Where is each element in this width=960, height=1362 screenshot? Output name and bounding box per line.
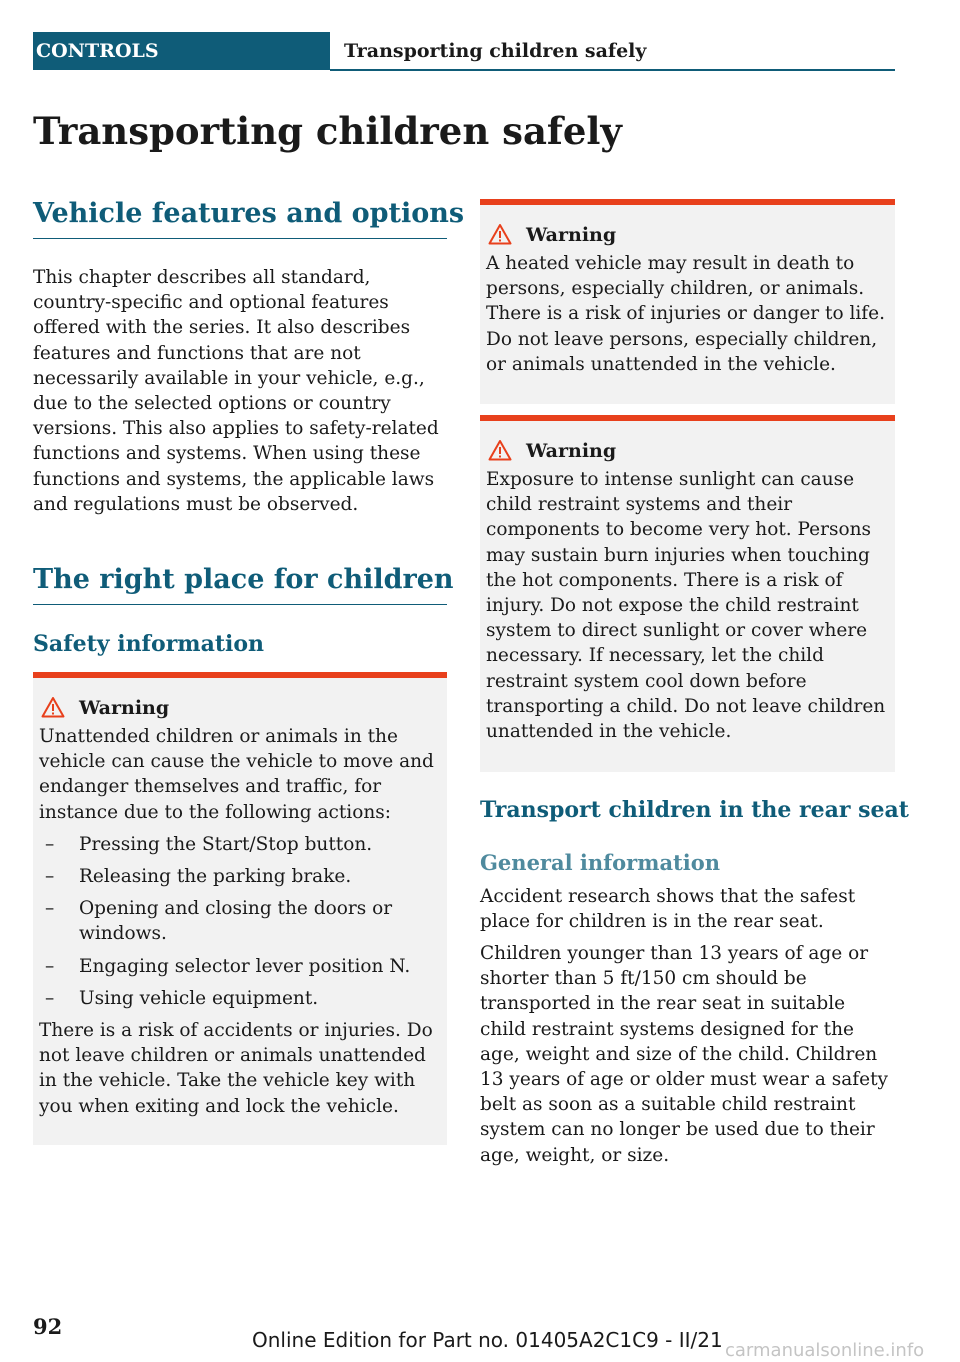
- warning-action-list: [39, 832, 447, 1011]
- page-title: Transporting children safely: [33, 109, 622, 153]
- warning-text: A heated vehicle may result in death to persons, especially children, or animals. There is a risk of injuries or danger to life. Do not leave persons, especially children, or animals unattended in the vehicle.: [486, 253, 885, 375]
- warning-header: [39, 694, 447, 724]
- general-info-para-2: Children younger than 13 years of age or shorter than 5 ft/150 cm should be transported in the rear seat in suitable child restraint systems designed for the age, weight and size of the child. Children 13 years of age or older must wear a safety belt as soon as a suitable child restraint system can no longer be used due to their age, weight, or size.: [480, 943, 888, 1166]
- page-number: 92: [33, 1314, 63, 1339]
- warning-triangle-icon: [488, 223, 512, 245]
- warning-box-heated-vehicle: [480, 199, 895, 404]
- list-item: – Releasing the parking brake.: [45, 866, 352, 888]
- warning-label: Warning: [526, 224, 617, 246]
- list-item: – Pressing the Start/Stop button.: [45, 833, 373, 855]
- warning-header: [486, 221, 895, 251]
- warning-text: Exposure to intense sunlight can cause child restraint systems and their components to become very hot. Persons may sustain burn injuries when touching the hot components. There is a risk of injury. Do not expose the child restraint system to direct sunlight or cover where necessary. If necessary, let the child restraint system cool down before transporting a child. Do not leave children unattended in the vehicle.: [486, 469, 886, 743]
- warning-box-sunlight: [480, 415, 895, 772]
- heading-safety-information: Safety information: [33, 631, 265, 657]
- general-info-para-1: Accident research shows that the safest place for children is in the rear seat.: [480, 886, 856, 933]
- warning-header: [486, 437, 895, 467]
- header-rule: [330, 69, 895, 71]
- warning-outro: There is a risk of accidents or injuries. Do not leave children or animals unattended in the vehicle. Take the vehicle key with you when exiting and lock the vehicle.: [39, 1020, 433, 1117]
- list-item: – Opening and closing the doors or windows.: [45, 898, 393, 945]
- vehicle-features-text: This chapter describes all standard, country-specific and optional features offered with the series. It also describes features and functions that are not necessarily available in your vehicle, e.g., due to the selected options or country versions. This also applies to safety-related functions and systems. When using these functions and systems, the applicable laws and regulations must be observed.: [33, 267, 439, 515]
- list-item: – Engaging selector lever position N.: [45, 955, 411, 977]
- heading-vehicle-features: Vehicle features and options: [33, 198, 465, 229]
- warning-triangle-icon: [488, 439, 512, 461]
- warning-triangle-icon: [41, 696, 65, 718]
- heading-rule: [33, 604, 447, 605]
- heading-rear-seat: Transport children in the rear seat: [480, 797, 909, 823]
- heading-general-information: General information: [480, 850, 721, 875]
- watermark: carmanualsonline.info: [725, 1340, 925, 1361]
- warning-box-unattended: [33, 672, 447, 1145]
- warning-intro: Unattended children or animals in the vehicle can cause the vehicle to move and endanger themselves and traffic, for instance due to the following actions:: [39, 726, 434, 823]
- heading-right-place: The right place for children: [33, 564, 454, 595]
- header-chapter-title: Transporting children safely: [344, 40, 647, 62]
- running-header: [33, 32, 895, 70]
- edition-footer: Online Edition for Part no. 01405A2C1C9 - II/21: [252, 1328, 723, 1352]
- warning-label: Warning: [526, 440, 617, 462]
- heading-rule: [33, 238, 447, 239]
- header-section-tab: CONTROLS: [33, 32, 330, 70]
- list-item: – Using vehicle equipment.: [45, 987, 319, 1009]
- warning-label: Warning: [79, 697, 170, 719]
